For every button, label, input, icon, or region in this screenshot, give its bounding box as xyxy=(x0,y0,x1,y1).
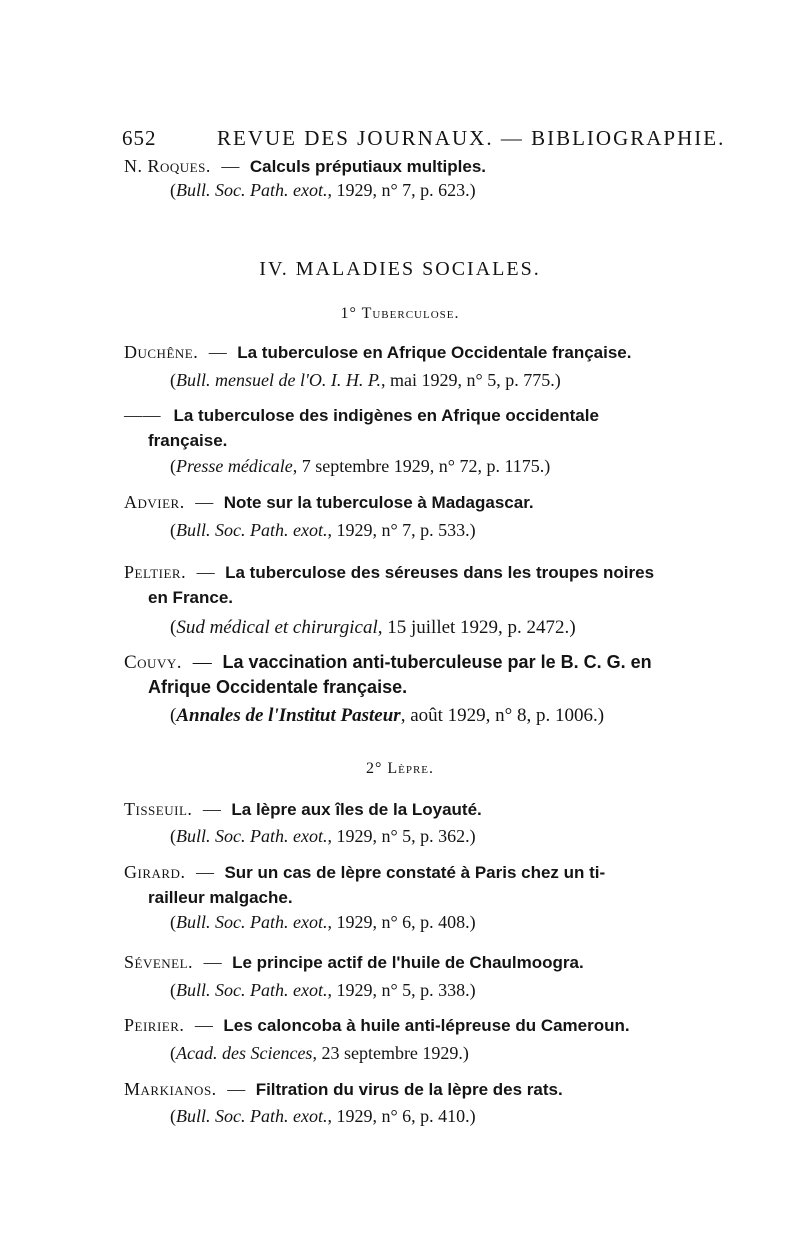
bibliography-entry xyxy=(124,950,684,975)
entry-title: Sur un cas de lèpre constaté à Paris chez un ti- xyxy=(224,863,606,882)
citation-journal: Bull. Soc. Path. exot. xyxy=(176,520,328,540)
citation-journal: Sud médical et chirurgical xyxy=(176,617,378,638)
entry-title: Note sur la tuberculose à Madagascar. xyxy=(223,493,534,512)
entry-citation: (Acad. des Sciences, 23 septembre 1929.) xyxy=(170,1043,469,1063)
citation-journal: Bull. Soc. Path. exot. xyxy=(176,912,328,932)
entry-author: Advier. xyxy=(124,492,185,512)
entry-title: Le principe actif de l'huile de Chaulmoogra. xyxy=(232,953,584,972)
entry-citation: (Bull. Soc. Path. exot., 1929, n° 6, p. 410.) xyxy=(170,1106,476,1126)
entry-title-continued: railleur malgache. xyxy=(148,888,293,907)
subsection-heading: 2° Lèpre. xyxy=(365,760,435,777)
entry-author: Girard. xyxy=(124,862,186,882)
entry-citation: (Bull. Soc. Path. exot., 1929, n° 5, p. 362.) xyxy=(170,826,476,846)
entry-dash: — xyxy=(227,1079,246,1099)
entry-dash: — xyxy=(221,156,240,176)
entry-title: La tuberculose des séreuses dans les troupes noires xyxy=(225,563,655,582)
citation-details: , 7 septembre 1929, n° 72, p. 1175. xyxy=(292,456,545,476)
citation-details: , 15 juillet 1929, p. 2472. xyxy=(377,617,570,638)
entry-title: La lèpre aux îles de la Loyauté. xyxy=(231,800,482,819)
entry-author: Tisseuil. xyxy=(124,799,193,819)
entry-dash: — xyxy=(203,952,222,972)
citation-details: , 1929, n° 7, p. 623. xyxy=(327,180,470,200)
bibliography-entry xyxy=(124,797,684,822)
citation-details: , 23 septembre 1929. xyxy=(312,1043,463,1063)
entry-dash: — xyxy=(208,342,227,362)
bibliography-entry xyxy=(124,1013,684,1038)
bibliography-entry xyxy=(124,490,684,515)
bibliography-entry xyxy=(124,340,684,365)
citation-details: , mai 1929, n° 5, p. 775. xyxy=(381,370,555,390)
entry-citation: (Bull. Soc. Path. exot., 1929, n° 7, p. 533.) xyxy=(170,520,476,540)
citation-journal: Bull. mensuel de l'O. I. H. P. xyxy=(176,370,381,390)
entry-title: La tuberculose des indigènes en Afrique occidentale xyxy=(173,406,599,425)
bibliography-entry xyxy=(124,1077,684,1102)
citation-journal: Bull. Soc. Path. exot. xyxy=(176,180,328,200)
entry-citation: (Bull. Soc. Path. exot., 1929, n° 7, p. 623.) xyxy=(170,180,476,200)
entry-title: Calculs préputiaux multiples. xyxy=(249,157,487,176)
entry-citation: (Bull. Soc. Path. exot., 1929, n° 6, p. 408.) xyxy=(170,912,476,932)
entry-title-continued: française. xyxy=(148,431,228,450)
entry-dash: — xyxy=(192,652,212,673)
entry-citation: (Bull. mensuel de l'O. I. H. P., mai 1929, n° 5, p. 775.) xyxy=(170,370,561,390)
entry-author: —— xyxy=(124,405,161,425)
entry-author: Peirier. xyxy=(124,1015,185,1035)
citation-details: , 1929, n° 5, p. 338. xyxy=(327,980,470,1000)
entry-title-continued: Afrique Occidentale française. xyxy=(148,677,408,697)
entry-citation: (Bull. Soc. Path. exot., 1929, n° 5, p. 338.) xyxy=(170,980,476,1000)
entry-author: Peltier. xyxy=(124,562,187,582)
entry-author: Duchêne. xyxy=(124,342,199,362)
entry-dash: — xyxy=(196,562,215,582)
citation-details: , 1929, n° 6, p. 408. xyxy=(327,912,470,932)
citation-details: , 1929, n° 7, p. 533. xyxy=(327,520,470,540)
bibliography-entry xyxy=(124,154,684,179)
entry-author: N. Roques. xyxy=(124,156,211,176)
citation-journal: Bull. Soc. Path. exot. xyxy=(176,826,328,846)
entry-citation: (Presse médicale, 7 septembre 1929, n° 72, p. 1175.) xyxy=(170,456,551,476)
entry-title: Les caloncoba à huile anti-lépreuse du Cameroun. xyxy=(223,1016,630,1035)
entry-title: Filtration du virus de la lèpre des rats. xyxy=(255,1080,563,1099)
entry-dash: — xyxy=(195,492,214,512)
entry-title-continued: en France. xyxy=(148,588,234,607)
citation-details: , 1929, n° 6, p. 410. xyxy=(327,1106,470,1126)
entry-author: Markianos. xyxy=(124,1079,217,1099)
entry-dash: — xyxy=(194,1015,213,1035)
citation-details: , 1929, n° 5, p. 362. xyxy=(327,826,470,846)
bibliography-entry xyxy=(124,860,684,910)
entry-dash: — xyxy=(202,799,221,819)
citation-journal: Bull. Soc. Path. exot. xyxy=(176,1106,328,1126)
running-title: REVUE DES JOURNAUX. — BIBLIOGRAPHIE. xyxy=(217,126,726,150)
citation-journal: Acad. des Sciences xyxy=(176,1043,313,1063)
bibliography-entry xyxy=(124,560,684,610)
entry-citation: (Annales de l'Institut Pasteur, août 1929, n° 8, p. 1006.) xyxy=(170,705,605,726)
entry-title: La tuberculose en Afrique Occidentale française. xyxy=(237,343,632,362)
section-heading: IV. MALADIES SOCIALES. xyxy=(259,258,541,280)
bibliography-entry xyxy=(124,403,684,453)
entry-dash: — xyxy=(195,862,214,882)
page-number: 652 xyxy=(122,126,157,150)
citation-details: , août 1929, n° 8, p. 1006. xyxy=(400,705,598,726)
entry-title: La vaccination anti-tuberculeuse par le B. C. G. en xyxy=(222,652,652,672)
subsection-heading: 1° Tuberculose. xyxy=(340,305,460,322)
citation-journal: Bull. Soc. Path. exot. xyxy=(176,980,328,1000)
bibliography-entry xyxy=(124,650,684,700)
citation-journal: Presse médicale xyxy=(176,456,293,476)
citation-journal: Annales de l'Institut Pasteur xyxy=(176,705,401,726)
entry-author: Couvy. xyxy=(124,652,182,673)
entry-author: Sévenel. xyxy=(124,952,194,972)
entry-citation: (Sud médical et chirurgical, 15 juillet 1929, p. 2472.) xyxy=(170,617,576,638)
